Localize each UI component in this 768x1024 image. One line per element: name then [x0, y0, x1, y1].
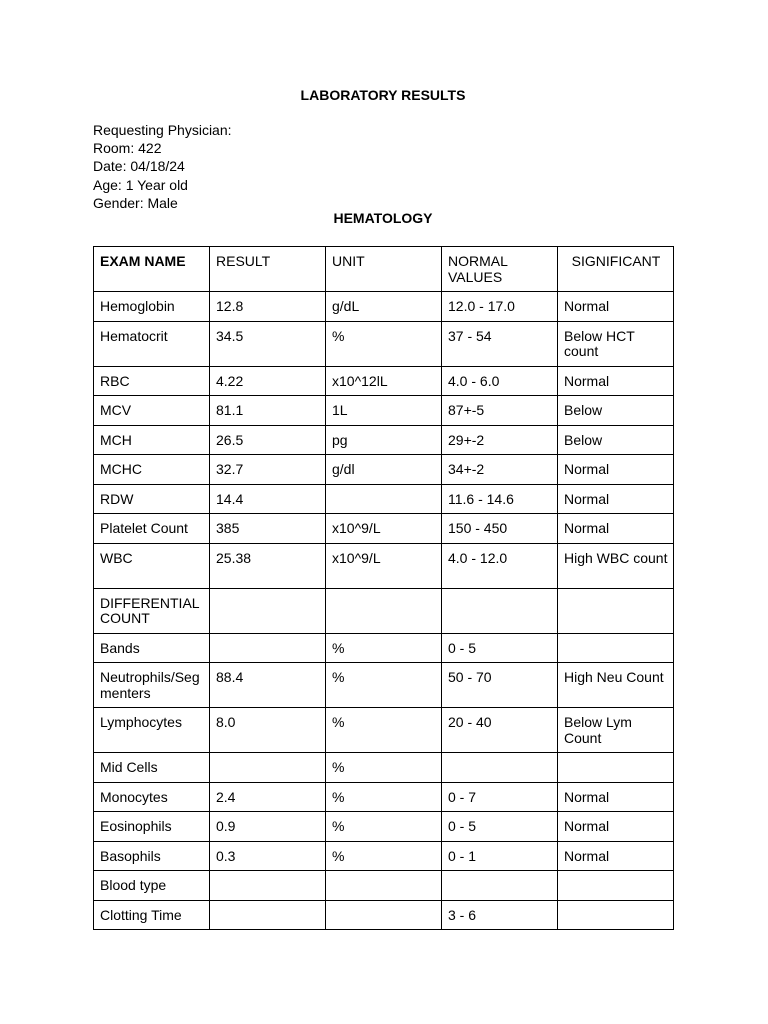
cell-exam-name: MCHC: [94, 455, 210, 485]
cell-normal-values: 20 - 40: [442, 708, 558, 753]
cell-unit: [326, 900, 442, 930]
cell-significant: [558, 900, 674, 930]
cell-significant: Below: [558, 396, 674, 426]
table-row: [94, 633, 674, 663]
cell-significant: Normal: [558, 455, 674, 485]
table-row: [94, 292, 674, 322]
cell-unit: 1L: [326, 396, 442, 426]
cell-significant: Normal: [558, 484, 674, 514]
table-header-row: [94, 247, 674, 292]
cell-significant: Below Lym Count: [558, 708, 674, 753]
document-title: LABORATORY RESULTS: [300, 87, 466, 103]
cell-result: 12.8: [210, 292, 326, 322]
table-row: [94, 663, 674, 708]
cell-significant: Normal: [558, 841, 674, 871]
cell-unit: g/dL: [326, 292, 442, 322]
cell-significant: [558, 871, 674, 901]
cell-significant: High WBC count: [558, 543, 674, 588]
cell-significant: Normal: [558, 292, 674, 322]
table-row: [94, 588, 674, 633]
cell-significant: [558, 633, 674, 663]
cell-significant: High Neu Count: [558, 663, 674, 708]
table-row: [94, 871, 674, 901]
cell-normal-values: [442, 588, 558, 633]
cell-significant: Below HCT count: [558, 321, 674, 366]
table-row: [94, 321, 674, 366]
cell-exam-name: WBC: [94, 543, 210, 588]
cell-normal-values: [442, 753, 558, 783]
cell-exam-name: Eosinophils: [94, 812, 210, 842]
report-date: Date: 04/18/24: [93, 158, 185, 175]
cell-significant: [558, 588, 674, 633]
cell-result: 2.4: [210, 782, 326, 812]
patient-info: [93, 121, 232, 212]
cell-unit: x10^9/L: [326, 514, 442, 544]
header-result: RESULT: [210, 247, 326, 292]
table-row: [94, 366, 674, 396]
cell-normal-values: [442, 871, 558, 901]
cell-unit: [326, 871, 442, 901]
cell-exam-name: Hematocrit: [94, 321, 210, 366]
cell-unit: %: [326, 841, 442, 871]
cell-exam-name: DIFFERENTIAL COUNT: [94, 588, 210, 633]
cell-unit: x10^12lL: [326, 366, 442, 396]
table-row: [94, 841, 674, 871]
cell-unit: %: [326, 708, 442, 753]
header-normal-values: NORMAL VALUES: [442, 247, 558, 292]
cell-unit: %: [326, 633, 442, 663]
cell-normal-values: 0 - 1: [442, 841, 558, 871]
cell-unit: %: [326, 812, 442, 842]
cell-unit: %: [326, 663, 442, 708]
cell-normal-values: 37 - 54: [442, 321, 558, 366]
cell-result: 0.9: [210, 812, 326, 842]
cell-result: 8.0: [210, 708, 326, 753]
table-row: [94, 543, 674, 588]
cell-significant: [558, 753, 674, 783]
cell-unit: %: [326, 782, 442, 812]
cell-unit: g/dl: [326, 455, 442, 485]
cell-exam-name: MCH: [94, 425, 210, 455]
cell-exam-name: Basophils: [94, 841, 210, 871]
cell-exam-name: Mid Cells: [94, 753, 210, 783]
table-row: [94, 396, 674, 426]
cell-result: [210, 900, 326, 930]
cell-result: 32.7: [210, 455, 326, 485]
cell-result: [210, 588, 326, 633]
cell-exam-name: RBC: [94, 366, 210, 396]
cell-normal-values: 29+-2: [442, 425, 558, 455]
cell-normal-values: 0 - 7: [442, 782, 558, 812]
cell-result: 385: [210, 514, 326, 544]
table-row: [94, 455, 674, 485]
cell-exam-name: Lymphocytes: [94, 708, 210, 753]
cell-normal-values: 0 - 5: [442, 633, 558, 663]
cell-result: [210, 633, 326, 663]
cell-result: 0.3: [210, 841, 326, 871]
cell-result: 81.1: [210, 396, 326, 426]
cell-result: [210, 871, 326, 901]
cell-exam-name: Neutrophils/Segmenters: [94, 663, 210, 708]
cell-exam-name: Bands: [94, 633, 210, 663]
cell-normal-values: 3 - 6: [442, 900, 558, 930]
cell-exam-name: Blood type: [94, 871, 210, 901]
cell-exam-name: MCV: [94, 396, 210, 426]
section-title-hematology: HEMATOLOGY: [333, 210, 433, 226]
cell-result: 4.22: [210, 366, 326, 396]
cell-normal-values: 4.0 - 6.0: [442, 366, 558, 396]
table-row: [94, 514, 674, 544]
cell-unit: [326, 484, 442, 514]
cell-result: 25.38: [210, 543, 326, 588]
cell-normal-values: 87+-5: [442, 396, 558, 426]
cell-result: 26.5: [210, 425, 326, 455]
cell-exam-name: Platelet Count: [94, 514, 210, 544]
cell-unit: pg: [326, 425, 442, 455]
cell-normal-values: 11.6 - 14.6: [442, 484, 558, 514]
table-row: [94, 425, 674, 455]
header-exam-name: EXAM NAME: [94, 247, 210, 292]
cell-significant: Normal: [558, 514, 674, 544]
table-row: [94, 812, 674, 842]
cell-significant: Normal: [558, 782, 674, 812]
cell-normal-values: 0 - 5: [442, 812, 558, 842]
cell-normal-values: 150 - 450: [442, 514, 558, 544]
cell-significant: Normal: [558, 812, 674, 842]
cell-result: 34.5: [210, 321, 326, 366]
cell-unit: [326, 588, 442, 633]
cell-exam-name: Clotting Time: [94, 900, 210, 930]
cell-unit: %: [326, 753, 442, 783]
cell-result: 88.4: [210, 663, 326, 708]
patient-age: Age: 1 Year old: [93, 176, 188, 193]
cell-unit: %: [326, 321, 442, 366]
header-significant: SIGNIFICANT: [558, 247, 674, 292]
table-row: [94, 782, 674, 812]
cell-normal-values: 4.0 - 12.0: [442, 543, 558, 588]
table-row: [94, 708, 674, 753]
header-unit: UNIT: [326, 247, 442, 292]
room-number: Room: 422: [93, 140, 162, 157]
cell-normal-values: 12.0 - 17.0: [442, 292, 558, 322]
table-row: [94, 753, 674, 783]
cell-exam-name: Monocytes: [94, 782, 210, 812]
cell-significant: Below: [558, 425, 674, 455]
cell-normal-values: 50 - 70: [442, 663, 558, 708]
cell-exam-name: Hemoglobin: [94, 292, 210, 322]
table-row: [94, 484, 674, 514]
cell-unit: x10^9/L: [326, 543, 442, 588]
cell-normal-values: 34+-2: [442, 455, 558, 485]
requesting-physician: Requesting Physician:: [93, 122, 232, 138]
cell-significant: Normal: [558, 366, 674, 396]
cell-exam-name: RDW: [94, 484, 210, 514]
table-row: [94, 900, 674, 930]
cell-result: 14.4: [210, 484, 326, 514]
patient-gender: Gender: Male: [93, 194, 178, 211]
hematology-table: [93, 246, 674, 930]
cell-result: [210, 753, 326, 783]
